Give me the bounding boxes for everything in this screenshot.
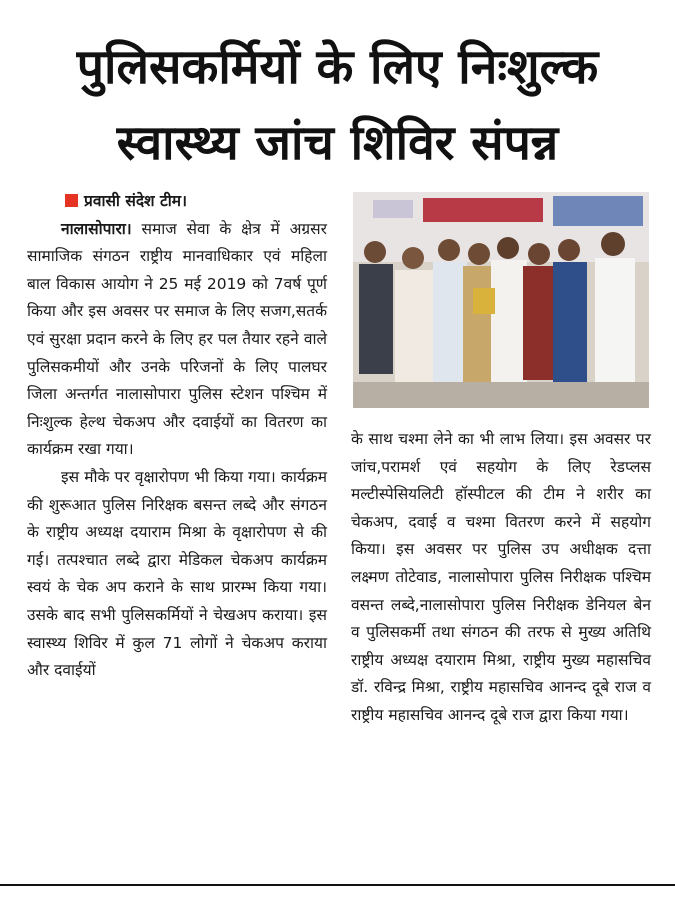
article-right-column [351, 426, 651, 730]
byline-text: प्रवासी संदेश टीम। [84, 192, 187, 210]
bottom-rule [0, 884, 675, 886]
paragraph-1-text: समाज सेवा के क्षेत्र में अग्रसर सामाजिक संगठन राष्ट्रीय मानवाधिकार एवं महिला बाल विकास आयोग ने 25 मई 2019 को 7वर्ष पूर्ण किया और इस अवसर पर समाज के लिए सजग,सतर्क एवं सुरक्षा प्रदान करने के लिए हर पल तैयार रहने वाले पुलिसकमीयों और उनके परिजनों के लिए पालघर जिला अन्तर्गत नालासोपारा पुलिस स्टेशन पश्चिम में निःशुल्क हेल्थ चेकअप और दवाईयों का वितरण का कार्यक्रम रखा गया। [27, 219, 327, 459]
paragraph-1 [27, 216, 327, 464]
headline-line-2: स्वास्थ्य जांच शिविर संपन्न [116, 115, 559, 171]
previous-article-fragment [0, 0, 675, 8]
byline-marker-icon [65, 194, 78, 207]
paragraph-3: के साथ चश्मा लेने का भी लाभ लिया। इस अवसर पर जांच,परामर्श एवं सहयोग के लिए रेडप्लस मल्टीस्पेसियलिटी हॉस्पीटल की टीम ने शरीर का चेकअप, दवाई व चश्मा वितरण करने में सहयोग किया। इस अवसर पर पुलिस उप अधीक्षक दत्ता लक्ष्मण तोटेवाड, नालासोपारा पुलिस निरीक्षक पश्चिम वसन्त लब्दे,नालासोपारा पुलिस निरीक्षक डेनियल बेन व पुलिसकर्मी तथा संगठन की तरफ से मुख्य अतिथि राष्ट्रीय अध्यक्ष दयाराम मिश्रा, राष्ट्रीय मुख्य महासचिव डॉ. रविन्द्र मिश्रा, राष्ट्रीय महासचिव आनन्द दूबे राज व राष्ट्रीय महासचिव आनन्द दूबे राज द्वारा किया गया। [351, 430, 651, 724]
headline-line-1: पुलिसकर्मियों के लिए निःशुल्क [76, 39, 599, 95]
byline [27, 188, 327, 216]
event-photo-illustration [353, 192, 649, 408]
dateline: नालासोपारा। [61, 219, 132, 238]
event-photo [353, 192, 649, 408]
article-left-column [27, 188, 327, 685]
paragraph-2 [27, 464, 327, 685]
paragraph-2-text: इस मौके पर वृक्षारोपण भी किया गया। कार्यक्रम की शुरूआत पुलिस निरिक्षक बसन्त लब्दे और संगठन के राष्ट्रीय अध्यक्ष दयाराम मिश्रा के वृक्षारोपण से की गई। तत्पश्चात लब्दे द्वारा मेडिकल चेकअप कार्यक्रम स्वयं के चेक अप कराने के साथ प्रारम्भ किया गया। उसके बाद सभी पुलिसकर्मियों ने चेखअप कराया। इस स्वास्थ्य शिविर में कुल 71 लोगों ने चेकअप कराया और दवाईयों [27, 467, 327, 680]
